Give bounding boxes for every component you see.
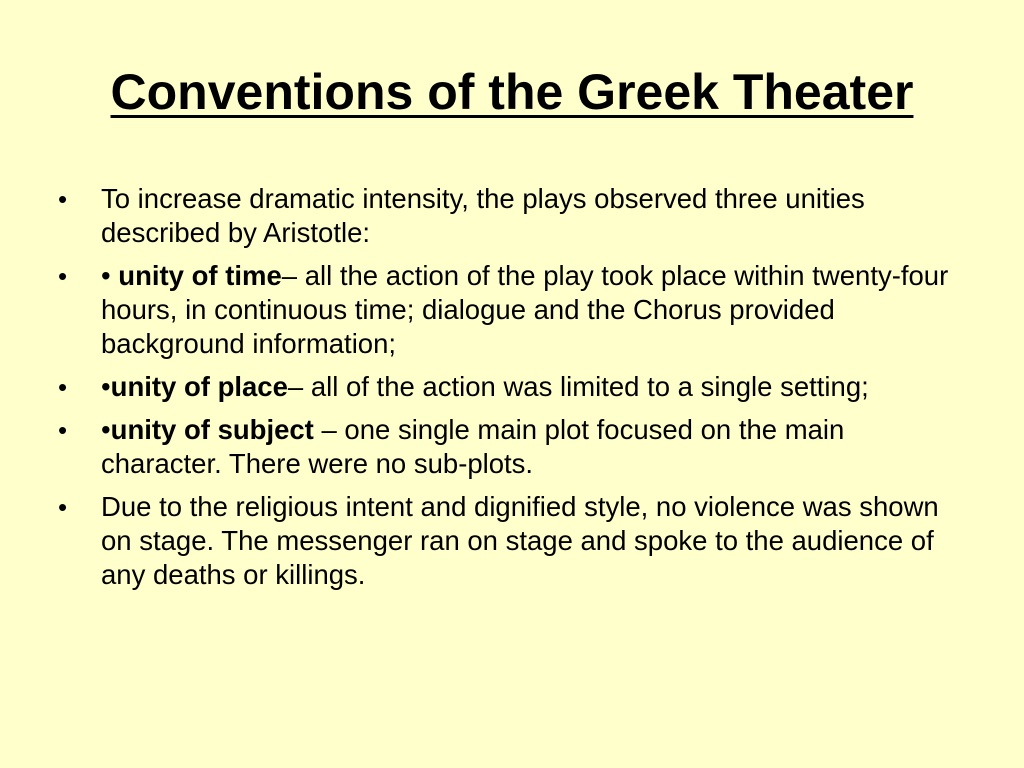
bullet-term: unity of subject [110, 414, 314, 445]
bullet-text: To increase dramatic intensity, the plays observed three unities described by Aristotle: [101, 183, 865, 248]
bullet-text: Due to the religious intent and dignified style, no violence was shown on stage. The messenger ran on stage and spoke to the audience of any deaths or killings. [101, 491, 939, 590]
bullet-icon: • [58, 372, 68, 402]
bullet-icon: • [58, 492, 68, 522]
bullet-term: unity of place [110, 371, 288, 402]
bullet-item [58, 490, 958, 592]
slide-title: Conventions of the Greek Theater [110, 64, 914, 120]
bullet-prefix: • [101, 260, 119, 291]
bullet-prefix: • [101, 371, 111, 402]
bullet-text: – all of the action was limited to a single setting; [287, 371, 869, 402]
bullet-item [58, 370, 958, 404]
bullet-item [58, 259, 958, 361]
bullet-term: unity of time [118, 260, 282, 291]
bullet-prefix: • [101, 414, 111, 445]
bullet-text: – one single main plot focused on the main character. There were no sub-plots. [101, 414, 845, 479]
bullet-item [58, 413, 958, 481]
bullet-icon: • [58, 184, 68, 214]
bullet-item [58, 182, 958, 250]
bullet-icon: • [58, 415, 68, 445]
bullet-text: – all the action of the play took place within twenty-four hours, in continuous time; dialogue and the Chorus provided background information; [101, 260, 949, 359]
bullet-icon: • [58, 261, 68, 291]
bullet-list [58, 182, 958, 601]
